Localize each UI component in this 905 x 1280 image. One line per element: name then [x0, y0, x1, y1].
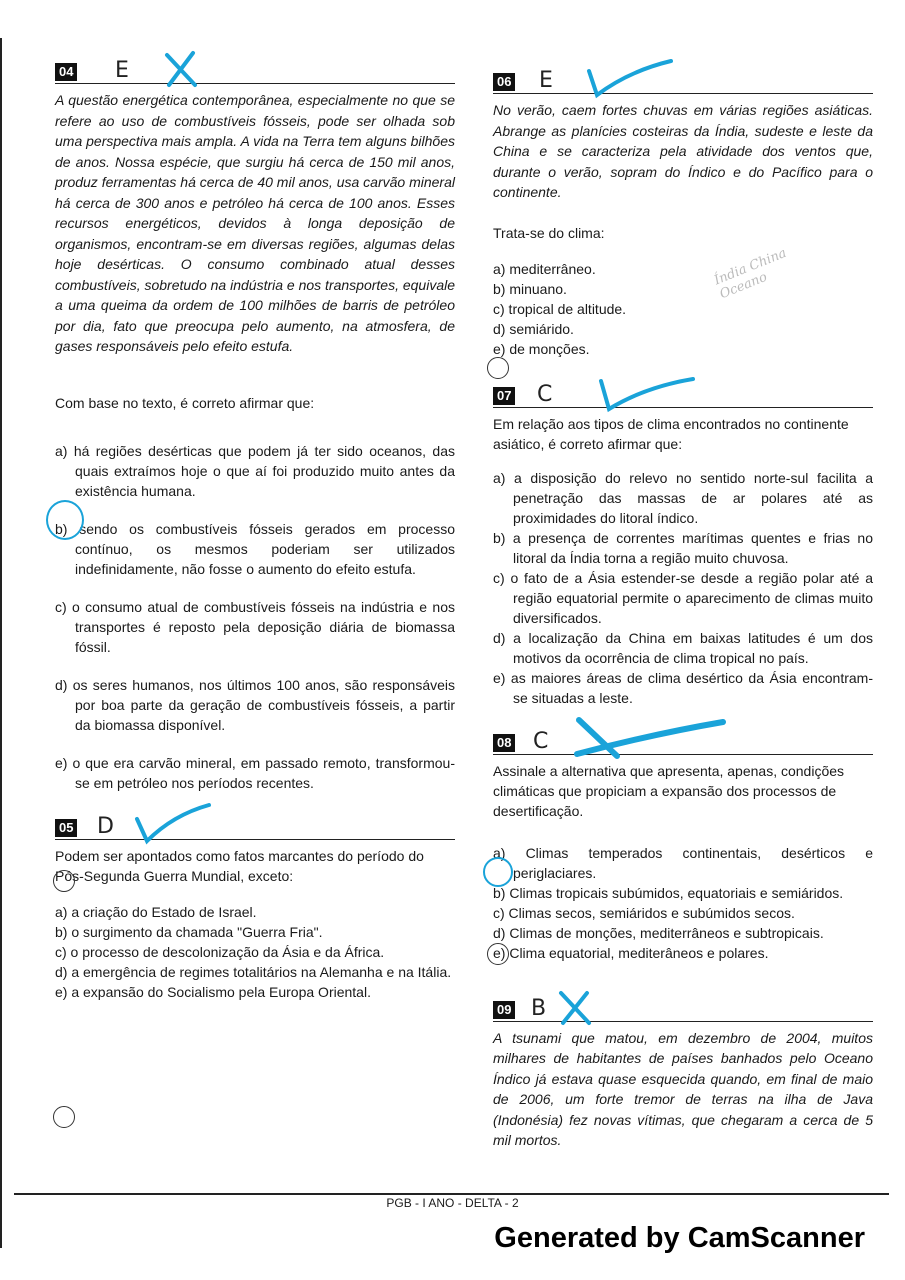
option-d[interactable]: d) a emergência de regimes totalitários na Alemanha e na Itália.	[55, 963, 452, 980]
question-08	[493, 726, 873, 963]
camscanner-watermark: Generated by CamScanner	[494, 1222, 865, 1254]
option-a[interactable]: a) mediterrâneo.	[493, 260, 596, 277]
option-c[interactable]: c) o consumo atual de combustíveis fósseis na indústria e nos transportes é reposto pela deposição diária de biomassa fóssil.	[55, 598, 455, 655]
check-mark-icon	[597, 373, 697, 413]
answer-circle	[53, 1106, 75, 1128]
cross-mark-icon	[573, 714, 733, 760]
question-07	[493, 379, 873, 708]
option-b[interactable]: b) minuano.	[493, 280, 567, 297]
handwritten-answer: B	[531, 995, 547, 1021]
options-list	[493, 468, 873, 708]
question-number: 05	[55, 819, 77, 837]
option-e[interactable]: e) de monções.	[493, 340, 590, 357]
option-c[interactable]: c) o processo de descolonização da Ásia e da África.	[55, 943, 385, 960]
answer-circle	[487, 357, 509, 379]
margin-note: Índia China Oceano	[712, 245, 789, 302]
option-d[interactable]: d) os seres humanos, nos últimos 100 anos, são responsáveis por boa parte da geração de combustíveis fósseis, a partir da biomassa disponível.	[55, 676, 455, 733]
question-04	[55, 55, 455, 793]
options-list	[55, 441, 455, 793]
option-c[interactable]: c) o fato de a Ásia estender-se desde a região polar até a região equatorial permite o aparecimento de climas muito diversificados.	[493, 569, 873, 626]
question-06	[493, 65, 873, 359]
answer-circle	[53, 870, 75, 892]
options-list	[493, 843, 873, 963]
question-prompt: Podem ser apontados como fatos marcantes do período do Pós-Segunda Guerra Mundial, exceto:	[55, 847, 424, 884]
question-prompt: Assinale a alternativa que apresenta, apenas, condições climáticas que propiciam a expansão dos processos de desertificação.	[493, 762, 845, 819]
question-prompt: Em relação aos tipos de clima encontrados no continente asiático, é correto afirmar que:	[493, 415, 849, 452]
option-e[interactable]: e) a expansão do Socialismo pela Europa Oriental.	[55, 983, 371, 1000]
question-text: No verão, caem fortes chuvas em várias regiões asiáticas. Abrange as planícies costeiras da Índia, sudeste e leste da China e se caracteriza pela atividade dos ventos que, durante o verão, sopram do Índico e do Pacífico para o continente.	[493, 102, 873, 200]
option-d[interactable]: d) a localização da China em baixas latitudes é um dos motivos da ocorrência de clima tropical no país.	[493, 629, 873, 666]
handwritten-answer: E	[115, 58, 129, 83]
question-09	[493, 993, 873, 1151]
check-mark-icon	[133, 801, 213, 845]
question-header	[55, 811, 455, 840]
question-number: 08	[493, 734, 515, 752]
handwritten-answer: E	[539, 68, 553, 93]
question-prompt: Trata-se do clima:	[493, 224, 605, 241]
answer-circle	[483, 857, 513, 887]
options-list	[55, 902, 455, 1002]
option-d[interactable]: d) Climas de monções, mediterrâneos e subtropicais.	[493, 924, 824, 941]
question-text: A tsunami que matou, em dezembro de 2004, muitos milhares de habitantes de países banhados pelo Oceano Índico já estava quase esquecida quando, em final de maio de 2006, um forte tremor de terras na ilha de Java (Indonésia) fez novas vítimas, que chegaram a cerca de 5 mil mortos.	[493, 1029, 873, 1148]
answer-circle	[46, 500, 84, 540]
question-header	[493, 65, 873, 94]
option-b[interactable]: b) o surgimento da chamada "Guerra Fria".	[55, 923, 323, 940]
question-prompt: Com base no texto, é correto afirmar que:	[55, 394, 315, 411]
question-header	[493, 726, 873, 755]
scan-edge	[0, 38, 2, 1248]
option-b[interactable]: b) sendo os combustíveis fósseis gerados em processo contínuo, os mesmos poderiam ser utilizados indefinidamente, não fosse o aumento do efeito estufa.	[55, 520, 455, 577]
right-column	[493, 65, 873, 1151]
options-list	[493, 259, 873, 359]
question-text: A questão energética contemporânea, especialmente no que se refere ao uso de combustíveis fósseis, pode ser olhada sob uma perspectiva mais ampla. A vida na Terra tem alguns bilhões de anos. Nossa espécie, que surgiu há cerca de 150 mil anos, produz ferramentas há cerca de 40 mil anos, usa carvão mineral há cerca de 300 anos e petróleo há cerca de 100 anos. Esses recursos energéticos, devidos à longa deposição de organismos, encontram-se em diversas regiões, algumas delas hoje desérticas. O consumo combinado atual desses combustíveis, sobretudo na indústria e nos transportes, equivale a uma queima da ordem de 100 milhões de barris de petróleo por dia, fato que preocupa pelo aumento, na atmosfera, de gases responsáveis pelo efeito estufa.	[55, 92, 456, 354]
footer-divider	[14, 1193, 889, 1195]
question-header	[55, 55, 455, 84]
check-mark-icon	[585, 57, 675, 99]
option-c[interactable]: c) tropical de altitude.	[493, 300, 627, 317]
page-footer: PGB - I ANO - DELTA - 2	[386, 1196, 519, 1210]
option-a[interactable]: a) Climas temperados continentais, desérticos e periglaciares.	[493, 844, 873, 881]
cross-mark-icon	[163, 49, 199, 89]
question-header	[493, 379, 873, 408]
question-number: 07	[493, 387, 515, 405]
option-c[interactable]: c) Climas secos, semiáridos e subúmidos secos.	[493, 904, 795, 921]
option-d[interactable]: d) semiárido.	[493, 320, 574, 337]
option-e[interactable]: e) Clima equatorial, mediterâneos e polares.	[493, 944, 769, 961]
option-b[interactable]: b) Climas tropicais subúmidos, equatoriais e semiáridos.	[493, 884, 844, 901]
option-e[interactable]: e) o que era carvão mineral, em passado remoto, transformou-se em petróleo nos períodos recentes.	[55, 754, 455, 791]
cross-mark-icon	[557, 989, 593, 1027]
question-05	[55, 811, 455, 1002]
handwritten-answer: C	[537, 381, 553, 407]
option-e[interactable]: e) as maiores áreas de clima desértico da Ásia encontram-se situadas a leste.	[493, 669, 873, 706]
handwritten-answer: C	[533, 728, 549, 754]
question-number: 04	[55, 63, 77, 81]
left-column	[55, 55, 455, 1002]
answer-circle	[487, 943, 509, 965]
question-number: 06	[493, 73, 515, 91]
option-b[interactable]: b) a presença de correntes marítimas quentes e frias no litoral da Índia torna a região muito chuvosa.	[493, 529, 873, 566]
option-a[interactable]: a) a disposição do relevo no sentido norte-sul facilita a penetração das massas de ar polares até as proximidades do litoral índico.	[493, 469, 873, 526]
question-number: 09	[493, 1001, 515, 1019]
question-header	[493, 993, 873, 1022]
option-a[interactable]: a) a criação do Estado de Israel.	[55, 903, 257, 920]
option-a[interactable]: a) há regiões desérticas que podem já ter sido oceanos, das quais extraímos hoje o que aí foi produzido muito antes da existência humana.	[55, 442, 455, 499]
handwritten-answer: D	[97, 813, 114, 839]
